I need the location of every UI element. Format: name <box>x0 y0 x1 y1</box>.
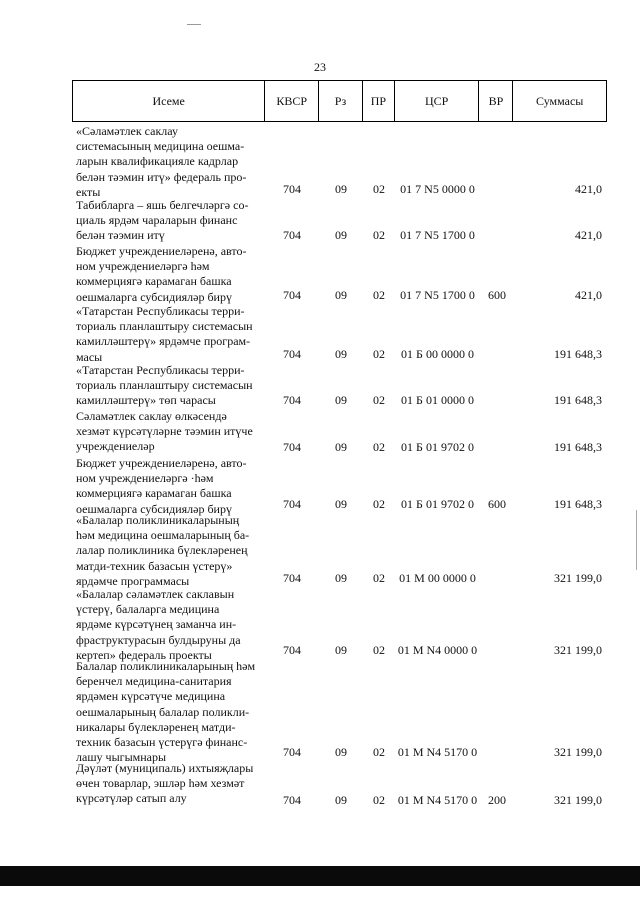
row-rz: 09 <box>335 347 347 361</box>
table-row <box>72 456 607 516</box>
row-sum: 421,0 <box>575 228 602 242</box>
page-number: 23 <box>314 60 326 74</box>
table-header <box>72 80 607 122</box>
row-vr: 600 <box>488 288 506 302</box>
row-sum: 191 648,3 <box>554 347 602 361</box>
row-kvsr: 704 <box>283 793 301 807</box>
row-csr: 01 Б 01 9702 0 <box>401 497 474 511</box>
row-rz: 09 <box>335 571 347 585</box>
table-row <box>72 761 607 809</box>
row-kvsr: 704 <box>283 497 301 511</box>
row-name: Балалар поликлиникаларының һәм беренчел медицина-санитария ярдәмен күрсәтүче медицина оешмаларының балалар поликли- никалары бүлекләренең матди- техник базасын үстерүгә финанс- лашу чыгымнары <box>76 659 256 765</box>
row-name: «Татарстан Республикасы терри- ториаль планлаштыру системасын камилләштерү» төп чарасы <box>76 363 253 408</box>
table-row <box>72 304 607 363</box>
header-name: Исеме <box>73 81 265 121</box>
row-csr: 01 М N4 5170 0 <box>397 745 478 759</box>
row-csr: 01 Б 00 0000 0 <box>401 347 474 361</box>
row-name: «Сәламәтлек саклау системасының медицина оешма- ларын квалификацияле кадрлар белән тәэмин итү» федераль про- екты <box>76 124 247 199</box>
row-pr: 02 <box>373 745 385 759</box>
row-sum: 191 648,3 <box>554 440 602 454</box>
row-kvsr: 704 <box>283 571 301 585</box>
row-kvsr: 704 <box>283 347 301 361</box>
row-rz: 09 <box>335 643 347 657</box>
row-rz: 09 <box>335 228 347 242</box>
row-name: «Балалар поликлиникаларының һәм медицина оешмаларының ба- лалар поликлиника бүлекләренең матди-техник базасын үстерү» ярдәмче программасы <box>76 513 250 588</box>
row-vr: 200 <box>488 793 506 807</box>
row-pr: 02 <box>373 288 385 302</box>
row-name: Табибларга – яшь белгечләргә со- циаль ярдәм чараларын финанс белән тәэмин итү <box>76 198 249 243</box>
table-row <box>72 363 607 409</box>
row-kvsr: 704 <box>283 745 301 759</box>
scan-edge-mark <box>636 510 637 570</box>
row-rz: 09 <box>335 745 347 759</box>
header-csr: ЦСР <box>395 81 480 121</box>
row-sum: 321 199,0 <box>554 571 602 585</box>
row-pr: 02 <box>373 497 385 511</box>
table-row <box>72 587 607 662</box>
row-name: Бюджет учреждениеләренә, авто- ном учреждениеләргә һәм коммерциягә карамаган башка оешмаларга субсидияләр бирү <box>76 244 247 304</box>
row-pr: 02 <box>373 347 385 361</box>
table-row <box>72 244 607 304</box>
row-name: Бюджет учреждениеләренә, авто- ном учреждениеләргә ·һәм коммерциягә карамаган башка оешмаларга субсидияләр бирү <box>76 456 247 516</box>
row-kvsr: 704 <box>283 393 301 407</box>
row-pr: 02 <box>373 643 385 657</box>
row-sum: 321 199,0 <box>554 643 602 657</box>
row-kvsr: 704 <box>283 440 301 454</box>
row-csr: 01 М 00 0000 0 <box>399 571 476 585</box>
row-name: Дәүләт (муниципаль) ихтыяҗлары өчен товарлар, эшләр һәм хезмәт күрсәтүләр сатып алу <box>76 761 254 806</box>
row-name: «Татарстан Республикасы терри- ториаль планлаштыру системасын камилләштерү» ярдәмче програм- масы <box>76 304 253 364</box>
row-rz: 09 <box>335 182 347 196</box>
row-name: «Балалар сәламәтлек саклавын үстерү, балаларга медицина ярдәме күрсәтүнең заманча ин- фраструктурасын булдыруны да кертеп» федераль проекты <box>76 587 241 662</box>
row-vr: 600 <box>488 497 506 511</box>
row-csr: 01 7 N5 1700 0 <box>400 228 475 242</box>
table-row <box>72 409 607 456</box>
row-csr: 01 Б 01 0000 0 <box>401 393 474 407</box>
row-sum: 421,0 <box>575 288 602 302</box>
row-csr: 01 7 N5 0000 0 <box>400 182 475 196</box>
header-rz: Рз <box>319 81 363 121</box>
row-pr: 02 <box>373 182 385 196</box>
row-csr: 01 7 N5 1700 0 <box>400 288 475 302</box>
row-rz: 09 <box>335 440 347 454</box>
row-rz: 09 <box>335 393 347 407</box>
row-pr: 02 <box>373 571 385 585</box>
row-pr: 02 <box>373 440 385 454</box>
table-row <box>72 659 607 765</box>
table-body <box>72 124 607 809</box>
row-pr: 02 <box>373 228 385 242</box>
scan-bottom-bar <box>0 866 640 886</box>
row-sum: 191 648,3 <box>554 497 602 511</box>
row-sum: 321 199,0 <box>554 793 602 807</box>
header-sum: Суммасы <box>535 93 584 108</box>
row-pr: 02 <box>373 793 385 807</box>
table-row <box>72 513 607 587</box>
row-kvsr: 704 <box>283 228 301 242</box>
header-vr: ВР <box>479 81 513 121</box>
row-csr: 01 Б 01 9702 0 <box>401 440 474 454</box>
table-row <box>72 198 607 244</box>
row-name: Сәламәтлек саклау өлкәсендә хезмәт күрсәтүләрне тәэмин итүче учреждениеләр <box>76 409 253 454</box>
row-sum: 191 648,3 <box>554 393 602 407</box>
row-sum: 421,0 <box>575 182 602 196</box>
table-row <box>72 124 607 198</box>
row-sum: 321 199,0 <box>554 745 602 759</box>
row-csr: 01 М N4 0000 0 <box>397 643 478 657</box>
header-pr: ПР <box>363 81 395 121</box>
row-kvsr: 704 <box>283 643 301 657</box>
header-kvsr: КВСР <box>265 81 319 121</box>
scan-artifact <box>187 24 201 25</box>
row-pr: 02 <box>373 393 385 407</box>
row-rz: 09 <box>335 288 347 302</box>
row-rz: 09 <box>335 793 347 807</box>
row-kvsr: 704 <box>283 288 301 302</box>
row-csr: 01 М N4 5170 0 <box>397 793 478 807</box>
row-kvsr: 704 <box>283 182 301 196</box>
row-rz: 09 <box>335 497 347 511</box>
